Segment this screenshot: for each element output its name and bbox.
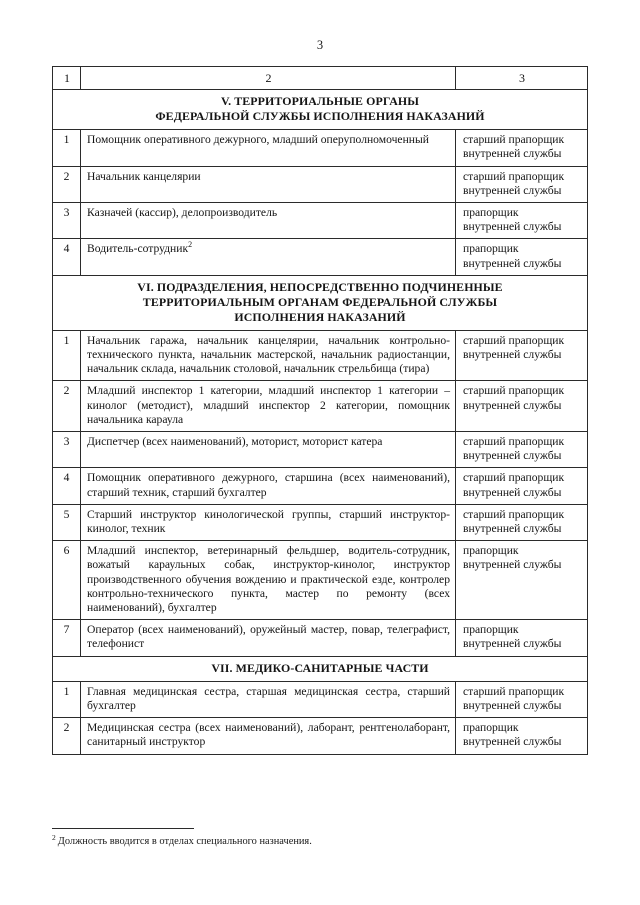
rank-cell <box>456 330 588 381</box>
table-row <box>53 166 588 202</box>
rank-line: внутренней службы <box>463 735 562 749</box>
rank-line: внутренней службы <box>463 522 562 536</box>
table-row <box>53 718 588 754</box>
row-number: 6 <box>53 541 81 620</box>
section-title-line: ИСПОЛНЕНИЯ НАКАЗАНИЙ <box>234 309 406 324</box>
table-header-row <box>53 67 588 90</box>
rank-cell <box>456 620 588 656</box>
position-text: Начальник канцелярии <box>87 169 201 183</box>
rank-cell <box>456 203 588 239</box>
rank-cell <box>456 681 588 717</box>
row-number: 4 <box>53 239 81 275</box>
rank-line: внутренней службы <box>463 558 562 572</box>
table-row <box>53 432 588 468</box>
rank-cell <box>456 718 588 754</box>
column-header-2: 2 <box>81 67 456 90</box>
rank-line: внутренней службы <box>463 147 562 161</box>
position-cell <box>81 504 456 540</box>
row-number: 1 <box>53 330 81 381</box>
rank-cell <box>456 166 588 202</box>
table-row <box>53 330 588 381</box>
position-cell <box>81 620 456 656</box>
rank-line: внутренней службы <box>463 348 562 362</box>
row-number: 3 <box>53 203 81 239</box>
page-number: 3 <box>316 38 324 52</box>
table-row <box>53 239 588 275</box>
position-cell <box>81 681 456 717</box>
section-vii-title <box>53 656 588 681</box>
row-number: 1 <box>53 130 81 166</box>
position-text: Главная медицинская сестра, старшая медицинская сестра, старший бухгалтер <box>87 684 450 712</box>
rank-line: старший прапорщик <box>463 471 565 485</box>
rank-cell <box>456 468 588 504</box>
table-row <box>53 468 588 504</box>
rank-cell <box>456 432 588 468</box>
position-text: Оператор (всех наименований), оружейный мастер, повар, телеграфист, телефонист <box>87 623 450 651</box>
table-row <box>53 130 588 166</box>
position-cell <box>81 381 456 432</box>
rank-cell <box>456 504 588 540</box>
position-cell <box>81 130 456 166</box>
rank-line: внутренней службы <box>463 256 562 270</box>
row-number: 2 <box>53 166 81 202</box>
rank-line: старший прапорщик <box>463 333 565 347</box>
position-cell <box>81 541 456 620</box>
row-number: 4 <box>53 468 81 504</box>
table-row <box>53 681 588 717</box>
section-title-line: ФЕДЕРАЛЬНОЙ СЛУЖБЫ ИСПОЛНЕНИЯ НАКАЗАНИЙ <box>155 109 485 124</box>
column-header-3: 3 <box>456 67 588 90</box>
rank-cell <box>456 381 588 432</box>
row-number: 2 <box>53 381 81 432</box>
section-title-line: ТЕРРИТОРИАЛЬНЫМ ОРГАНАМ ФЕДЕРАЛЬНОЙ СЛУЖБЫ <box>142 294 498 309</box>
footnote-body: Должность вводится в отделах специального назначения. <box>57 836 312 847</box>
table-row <box>53 620 588 656</box>
section-title-line: VI. ПОДРАЗДЕЛЕНИЯ, НЕПОСРЕДСТВЕННО ПОДЧИНЕННЫЕ <box>137 279 503 294</box>
rank-line: прапорщик <box>463 242 519 256</box>
position-text: Водитель-сотрудник <box>87 242 189 256</box>
ranks-table <box>52 66 588 755</box>
position-text: Младший инспектор, ветеринарный фельдшер, водитель-сотрудник, вожатый караульных собак, инструктор-кинолог, инструктор производственного обучения вождению и практической езде, контролер контрольно-технического пункта, мастер по ремонту (всех наименований), бухгалтер <box>87 544 450 615</box>
position-cell <box>81 432 456 468</box>
footnote-reference: 2 <box>188 240 193 250</box>
position-cell <box>81 166 456 202</box>
footnote-marker: 2 <box>52 832 56 842</box>
position-text: Диспетчер (всех наименований), моторист, моторист катера <box>87 435 383 449</box>
rank-cell <box>456 239 588 275</box>
rank-line: внутренней службы <box>463 398 562 412</box>
row-number: 1 <box>53 681 81 717</box>
rank-line: прапорщик <box>463 623 519 637</box>
position-text: Медицинская сестра (всех наименований), лаборант, рентгенолаборант, санитарный инструктор <box>87 721 450 749</box>
section-title-line: VII. МЕДИКО-САНИТАРНЫЕ ЧАСТИ <box>211 660 429 675</box>
rank-line: прапорщик <box>463 721 519 735</box>
position-cell <box>81 718 456 754</box>
position-cell <box>81 203 456 239</box>
position-text: Помощник оперативного дежурного, старшина (всех наименований), старший техник, старший бухгалтер <box>87 471 450 499</box>
section-title-row <box>53 656 588 681</box>
position-text: Казначей (кассир), делопроизводитель <box>87 206 278 220</box>
rank-line: внутренней службы <box>463 183 562 197</box>
position-text: Начальник гаража, начальник канцелярии, начальник контрольно-технического пункта, начальник мастерской, начальник радиостанции, начальник склада, начальник столовой, начальник стрельбища (тира) <box>87 333 450 376</box>
rank-line: внутренней службы <box>463 220 562 234</box>
row-number: 7 <box>53 620 81 656</box>
footnote-text <box>52 832 592 848</box>
position-cell <box>81 330 456 381</box>
position-cell <box>81 239 456 275</box>
rank-line: прапорщик <box>463 544 519 558</box>
section-title-row <box>53 275 588 330</box>
rank-line: старший прапорщик <box>463 169 565 183</box>
rank-line: старший прапорщик <box>463 384 565 398</box>
rank-line: старший прапорщик <box>463 435 565 449</box>
position-cell <box>81 468 456 504</box>
footnote-separator <box>52 828 194 829</box>
rank-cell <box>456 130 588 166</box>
table-body <box>53 67 588 755</box>
position-text: Помощник оперативного дежурного, младший оперуполномоченный <box>87 133 429 147</box>
row-number: 3 <box>53 432 81 468</box>
rank-line: прапорщик <box>463 206 519 220</box>
rank-line: внутренней службы <box>463 698 562 712</box>
table-row <box>53 203 588 239</box>
rank-line: внутренней службы <box>463 449 562 463</box>
rank-line: внутренней службы <box>463 637 562 651</box>
table-row <box>53 381 588 432</box>
column-header-1: 1 <box>53 67 81 90</box>
table-row <box>53 541 588 620</box>
rank-cell <box>456 541 588 620</box>
section-title-line: V. ТЕРРИТОРИАЛЬНЫЕ ОРГАНЫ <box>220 94 420 109</box>
rank-line: старший прапорщик <box>463 133 565 147</box>
rank-line: старший прапорщик <box>463 507 565 521</box>
position-text: Младший инспектор 1 категории, младший инспектор 1 категории – кинолог (методист), младший инспектор 2 категории, помощник начальника караула <box>87 384 450 426</box>
table-row <box>53 504 588 540</box>
row-number: 5 <box>53 504 81 540</box>
position-text: Старший инструктор кинологической группы, старший инструктор-кинолог, техник <box>87 507 450 536</box>
row-number: 2 <box>53 718 81 754</box>
section-title-row <box>53 90 588 130</box>
rank-line: внутренней службы <box>463 485 562 499</box>
rank-line: старший прапорщик <box>463 684 565 698</box>
section-vi-title <box>53 275 588 330</box>
section-v-title <box>53 90 588 130</box>
footnote-area <box>52 828 592 848</box>
